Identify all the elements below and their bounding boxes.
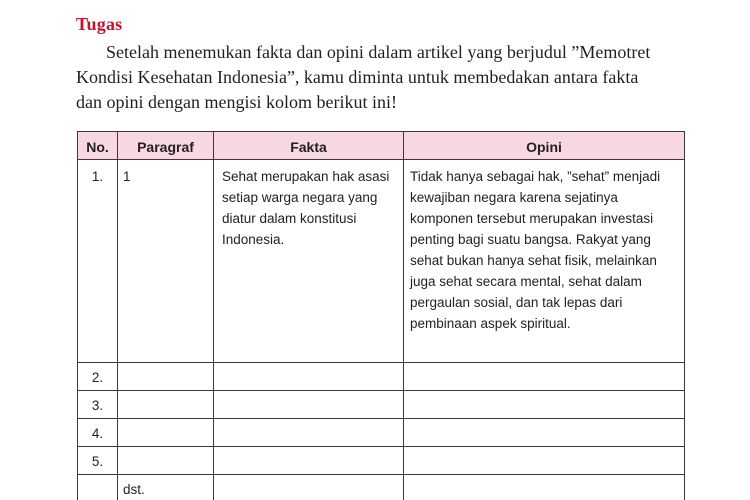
table-header-row — [78, 132, 685, 160]
opini-line: sehat bukan hanya sehat fisik, melainkan — [410, 253, 657, 268]
cell-fakta — [214, 447, 404, 475]
cell-no: 1. — [78, 160, 118, 363]
fakta-line: diatur dalam konstitusi — [222, 211, 357, 226]
fakta-line: Indonesia. — [222, 232, 285, 247]
fakta-line: setiap warga negara yang — [222, 190, 378, 205]
table-row — [78, 475, 685, 500]
cell-paragraf: dst. — [118, 475, 214, 500]
cell-paragraf — [118, 391, 214, 419]
cell-no: 3. — [78, 391, 118, 419]
cell-opini — [404, 419, 685, 447]
opini-line: Tidak hanya sebagai hak, ”sehat” menjadi — [410, 169, 661, 184]
opini-line: kewajiban negara karena sejatinya — [410, 190, 618, 205]
opini-line: juga sehat secara mental, sehat dalam — [410, 274, 642, 289]
instruction-line: Setelah menemukan fakta dan opini dalam artikel yang berjudul ”Memotret — [106, 42, 651, 62]
cell-paragraf — [118, 363, 214, 391]
header-fakta: Fakta — [214, 132, 404, 160]
cell-opini — [404, 447, 685, 475]
cell-no: 4. — [78, 419, 118, 447]
header-opini: Opini — [404, 132, 685, 160]
opini-line: pergaulan sosial, dan tak lepas dari — [410, 295, 623, 310]
table-row — [78, 447, 685, 475]
cell-paragraf — [118, 419, 214, 447]
cell-fakta — [214, 475, 404, 500]
header-paragraf: Paragraf — [118, 132, 214, 160]
cell-fakta — [214, 160, 404, 363]
instruction-line: Kondisi Kesehatan Indonesia”, kamu diminta untuk membedakan antara fakta — [76, 67, 639, 87]
opini-line: penting bagi suatu bangsa. Rakyat yang — [410, 232, 651, 247]
instruction-line: dan opini dengan mengisi kolom berikut ini! — [76, 92, 397, 112]
cell-no: 2. — [78, 363, 118, 391]
table-row — [78, 363, 685, 391]
cell-fakta — [214, 363, 404, 391]
cell-fakta — [214, 419, 404, 447]
table-row — [78, 391, 685, 419]
table-row — [78, 160, 685, 363]
fakta-line: Sehat merupakan hak asasi — [222, 169, 390, 184]
task-instructions — [76, 40, 696, 115]
cell-opini — [404, 475, 685, 500]
cell-opini — [404, 363, 685, 391]
task-heading: Tugas — [76, 14, 123, 34]
cell-no: 5. — [78, 447, 118, 475]
fact-opinion-table — [77, 131, 685, 500]
header-no: No. — [78, 132, 118, 160]
opini-line: pembinaan aspek spiritual. — [410, 316, 571, 331]
cell-opini — [404, 391, 685, 419]
cell-fakta — [214, 391, 404, 419]
cell-opini — [404, 160, 685, 363]
cell-no — [78, 475, 118, 500]
table-row — [78, 419, 685, 447]
cell-paragraf: 1 — [118, 160, 214, 363]
opini-line: komponen tersebut merupakan investasi — [410, 211, 654, 226]
cell-paragraf — [118, 447, 214, 475]
